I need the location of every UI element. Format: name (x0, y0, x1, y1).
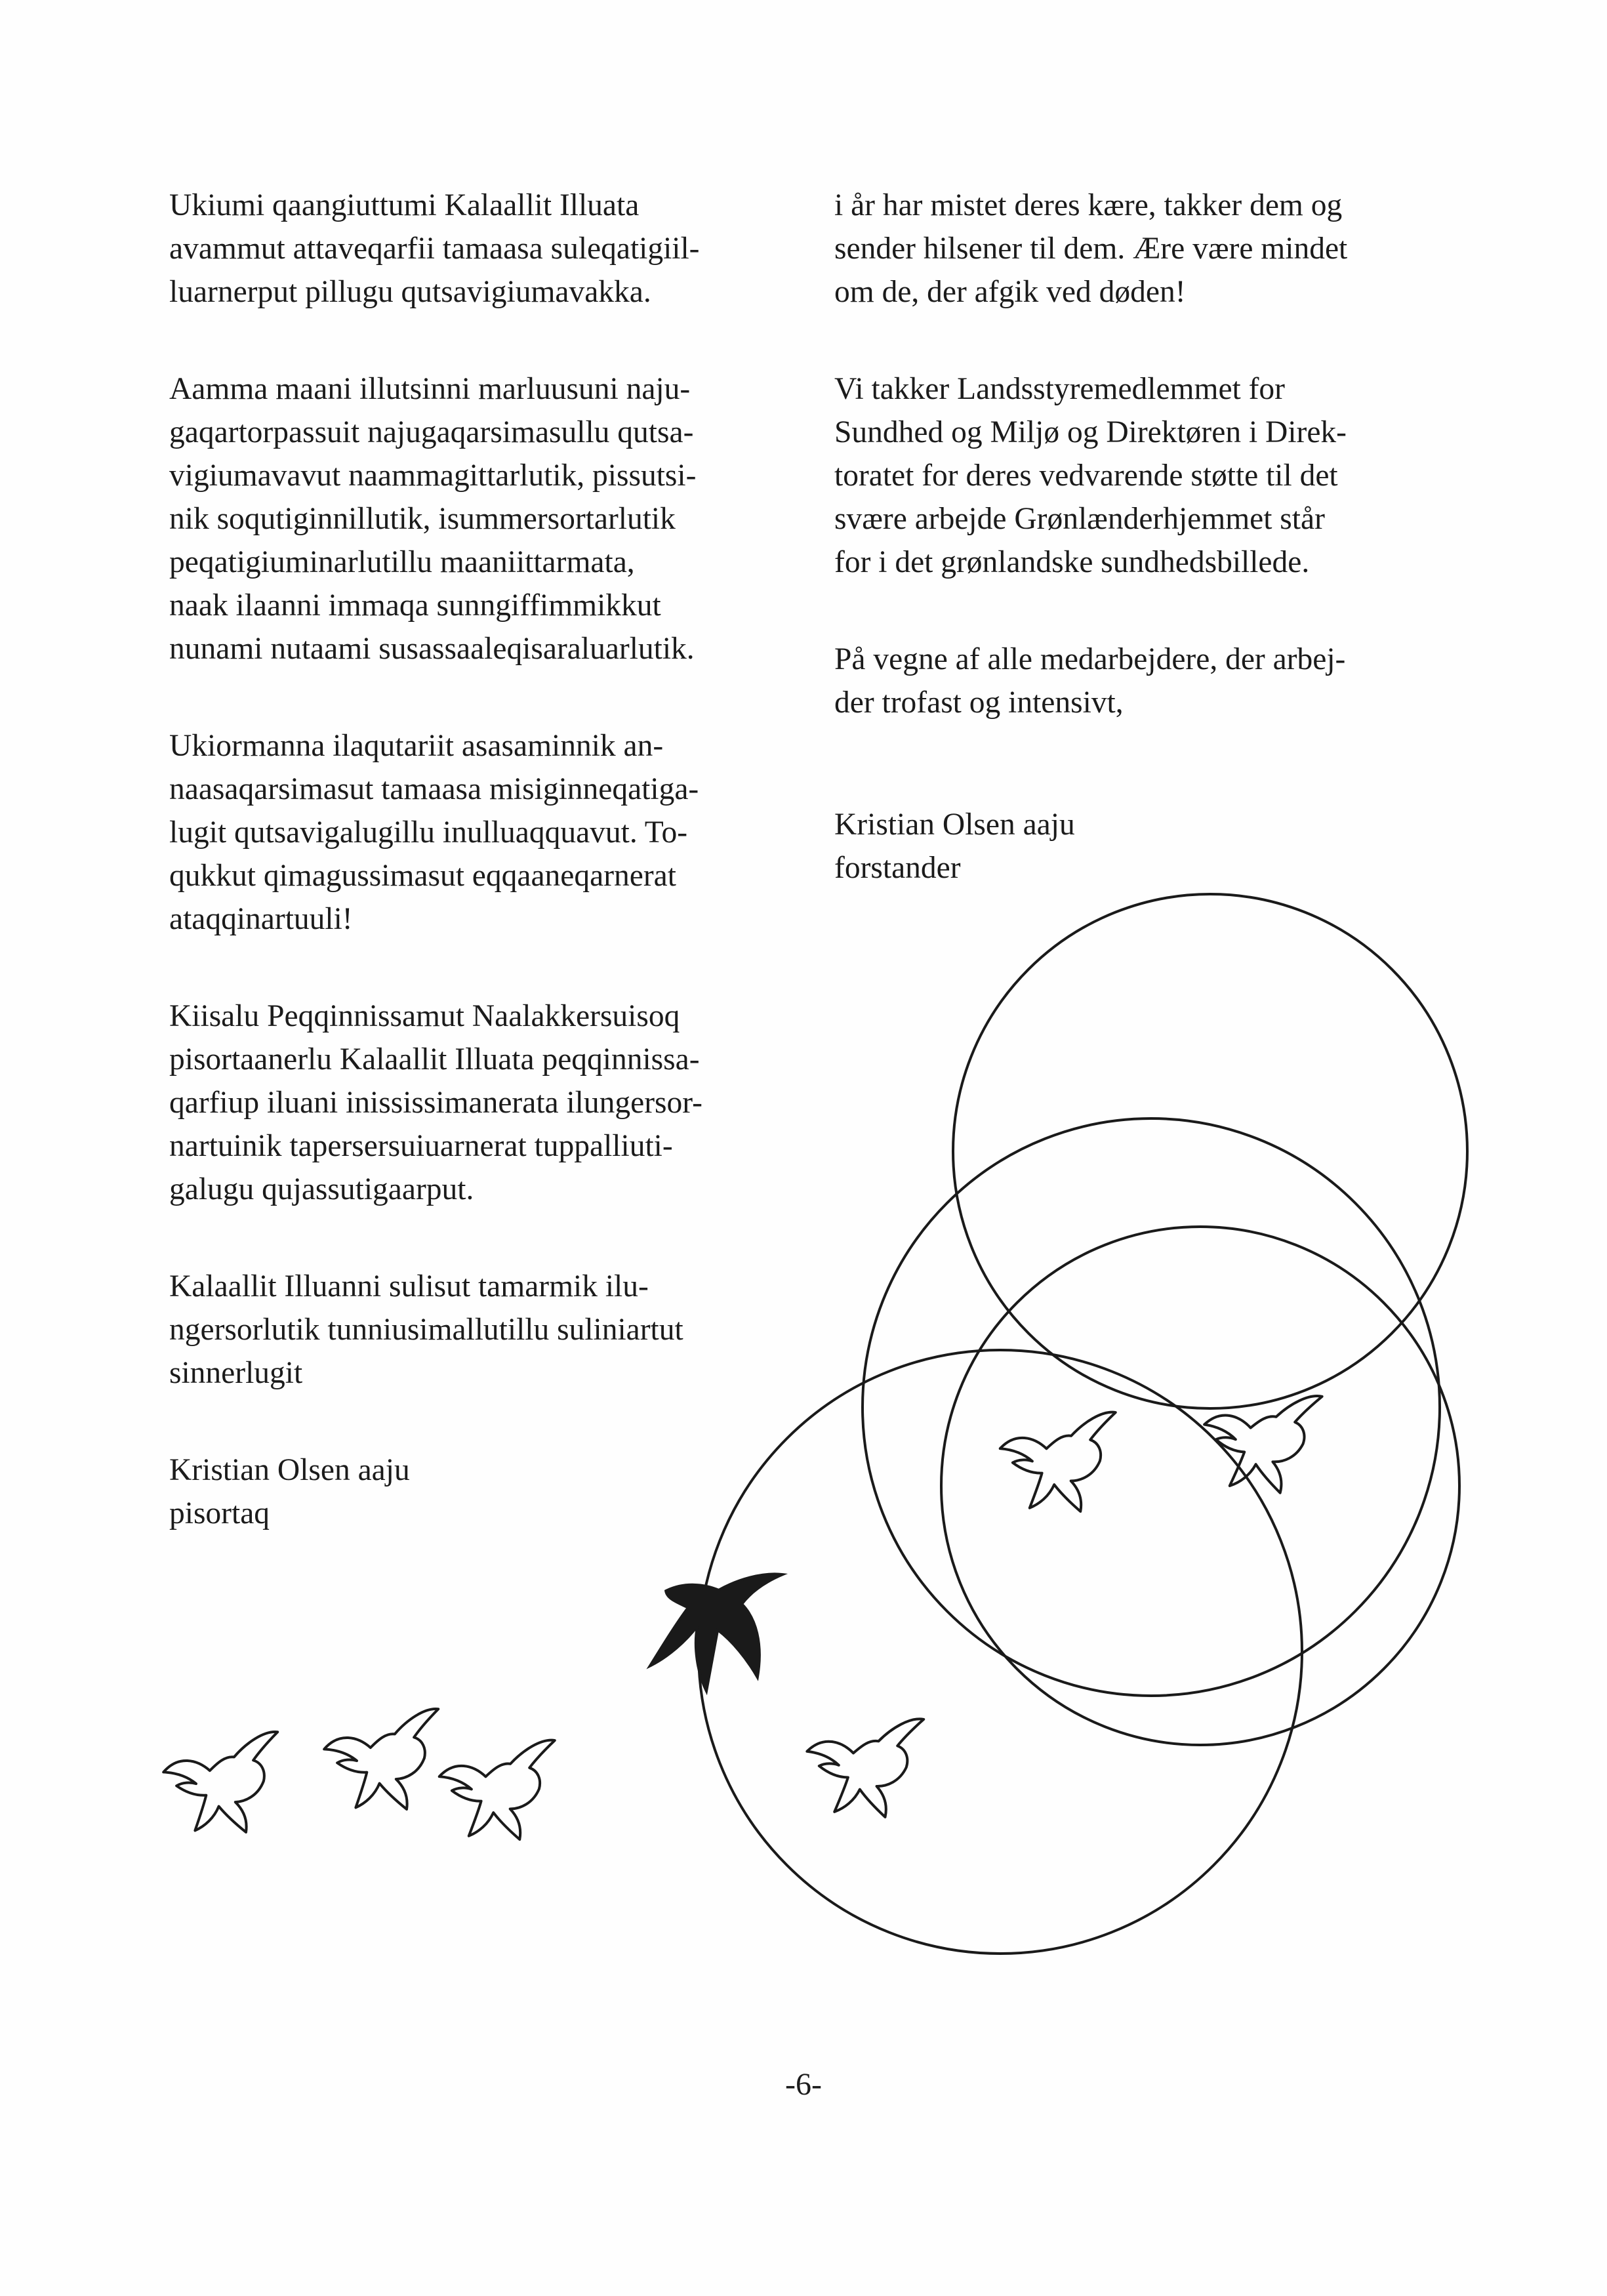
bird-outline-icon (997, 1412, 1128, 1521)
signature-right: Kristian Olsen aaju forstander (834, 808, 1075, 885)
bird-outline-icon (436, 1740, 567, 1849)
paragraph-thanks-residents: Aamma maani illutsinni marluusuni naju- gaqartorpassuit najugaqarsimasullu qutsa- vigiumavavut naammagittarlutik, pissutsi- nik soqutiginnillutik, isummersortarlutik peqatigiuminarlutillu maaniittarmata, naak ilaanni immaqa sunngiffimmikkut nunami nutaami susassaaleqisaraluarlutik. (169, 372, 697, 666)
page-number: -6- (785, 2067, 822, 2102)
paragraph-condolences-da: i år har mistet deres kære, takker dem og sender hilsener til dem. Ære være mindet om de, der afgik ved døden! (834, 188, 1348, 309)
paragraph-thanks-partners: Ukiumi qaangiuttumi Kalaallit Illuata avammut attaveqarfii tamaasa suleqatigiil- luarnerput pillugu qutsavigiumavakka. (169, 188, 700, 309)
circle-outline-right (941, 1227, 1459, 1745)
bird-outline-icon (321, 1708, 455, 1822)
circle-outline-top (953, 894, 1467, 1408)
bird-outline-icon (805, 1719, 933, 1825)
circle-outline-middle (863, 1118, 1440, 1696)
paragraph-on-behalf-staff-da: På vegne af alle medarbejdere, der arbej- der trofast og intensivt, (834, 642, 1346, 720)
bird-outline-icon (160, 1731, 294, 1845)
paragraph-thanks-minister-da: Vi takker Landsstyremedlemmet for Sundhed og Miljø og Direktøren i Direk- toratet for deres vedvarende støtte til det svære arbejde Grønlænderhjemmet står for i det grønlandske sundhedsbillede. (834, 372, 1347, 579)
paragraph-condolences: Ukiormanna ilaqutariit asasaminnik an- naasaqarsimasut tamaasa misiginneqatiga- lugit qutsavigalugillu inulluaqquavut. To- qukkut qimagussimasut eqqaaneqarnerat ataqqinartuuli! (169, 729, 699, 936)
signature-left: Kristian Olsen aaju pisortaq (169, 1453, 410, 1530)
bird-silhouette-icon (640, 1572, 798, 1699)
paragraph-thanks-minister: Kiisalu Peqqinnissamut Naalakkersuisoq pisortaanerlu Kalaallit Illuata peqqinnissa- qarfiup iluani inississimanerata ilungersor- nartuinik tapersersuiuarnerat tuppalliuti- galugu qujassutigaarput. (169, 999, 702, 1206)
paragraph-on-behalf-staff: Kalaallit Illuanni sulisut tamarmik ilu- ngersorlutik tunniusimallutillu suliniartut sinnerlugit (169, 1269, 683, 1390)
